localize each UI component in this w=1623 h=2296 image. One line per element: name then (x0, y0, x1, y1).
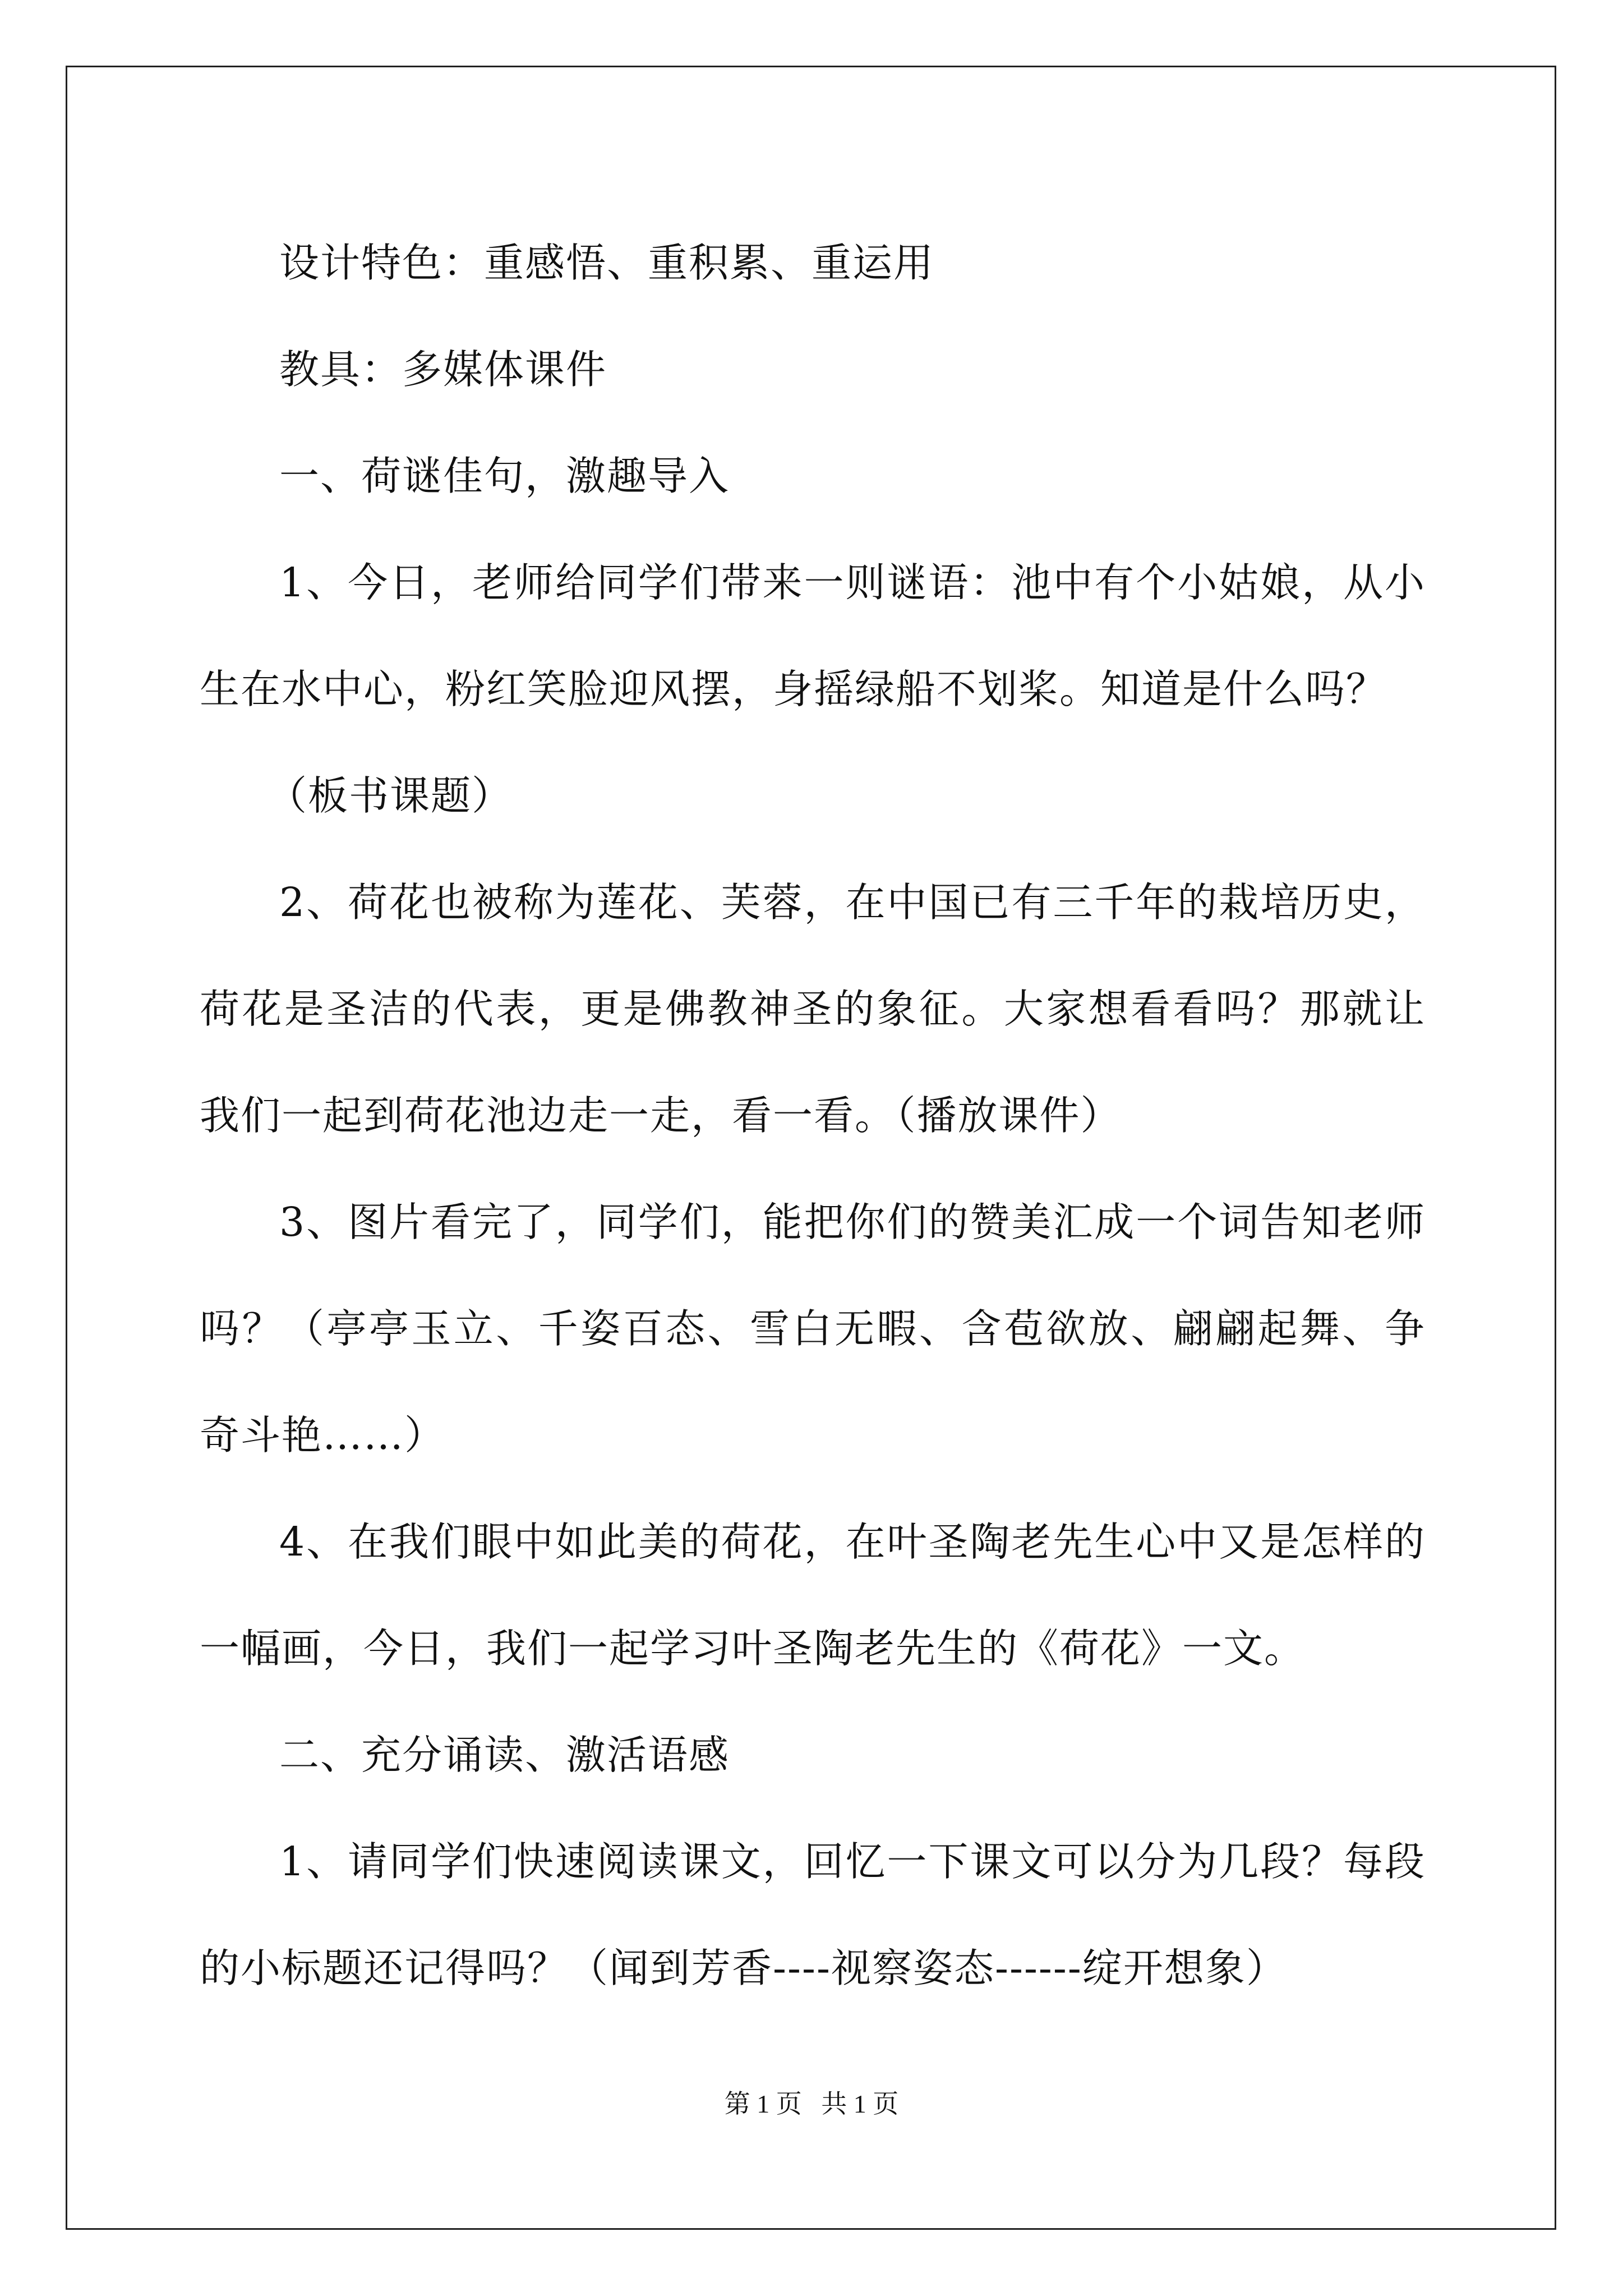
paragraph-lotus-intro: 2、荷花也被称为莲花、芙蓉，在中国已有三千年的栽培历史，荷花是圣洁的代表，更是佛教神圣的象征。大家想看看吗？那就让我们一起到荷花池边走一走，看一看。（播放课件） (200, 879, 1426, 1139)
paragraph-board-title: （板书课题） (267, 772, 513, 819)
paragraph-lesson-intro: 4、在我们眼中如此美的荷花，在叶圣陶老先生心中又是怎样的一幅画，今日，我们一起学习叶圣陶老先生的《荷花》一文。 (200, 1519, 1426, 1672)
paragraph-praise-words: 3、图片看完了，同学们，能把你们的赞美汇成一个词告知老师吗？（亭亭玉立、千姿百态、雪白无暇、含苞欲放、翩翩起舞、争奇斗艳……） (200, 1199, 1426, 1458)
paragraph-riddle: 1、今日，老师给同学们带来一则谜语：池中有个小姑娘，从小生在水中心，粉红笑脸迎风摆，身摇绿船不划桨。知道是什么吗？ (200, 559, 1426, 712)
document-body (200, 210, 1426, 2022)
paragraph-teaching-aids: 教具：多媒体课件 (279, 346, 607, 393)
paragraph-design-features: 设计特色：重感悟、重积累、重运用 (279, 240, 935, 286)
page-number-label: 第 1 页 共 1 页 (724, 2090, 899, 2118)
section-heading-1: 一、荷谜佳句，激趣导入 (279, 453, 730, 499)
section-heading-2: 二、充分诵读、激活语感 (279, 1732, 730, 1778)
page-footer (0, 2087, 1623, 2121)
paragraph-reading-task: 1、请同学们快速阅读课文，回忆一下课文可以分为几段？每段的小标题还记得吗？（闻到芳香----视察姿态------绽开想象） (200, 1838, 1426, 1991)
